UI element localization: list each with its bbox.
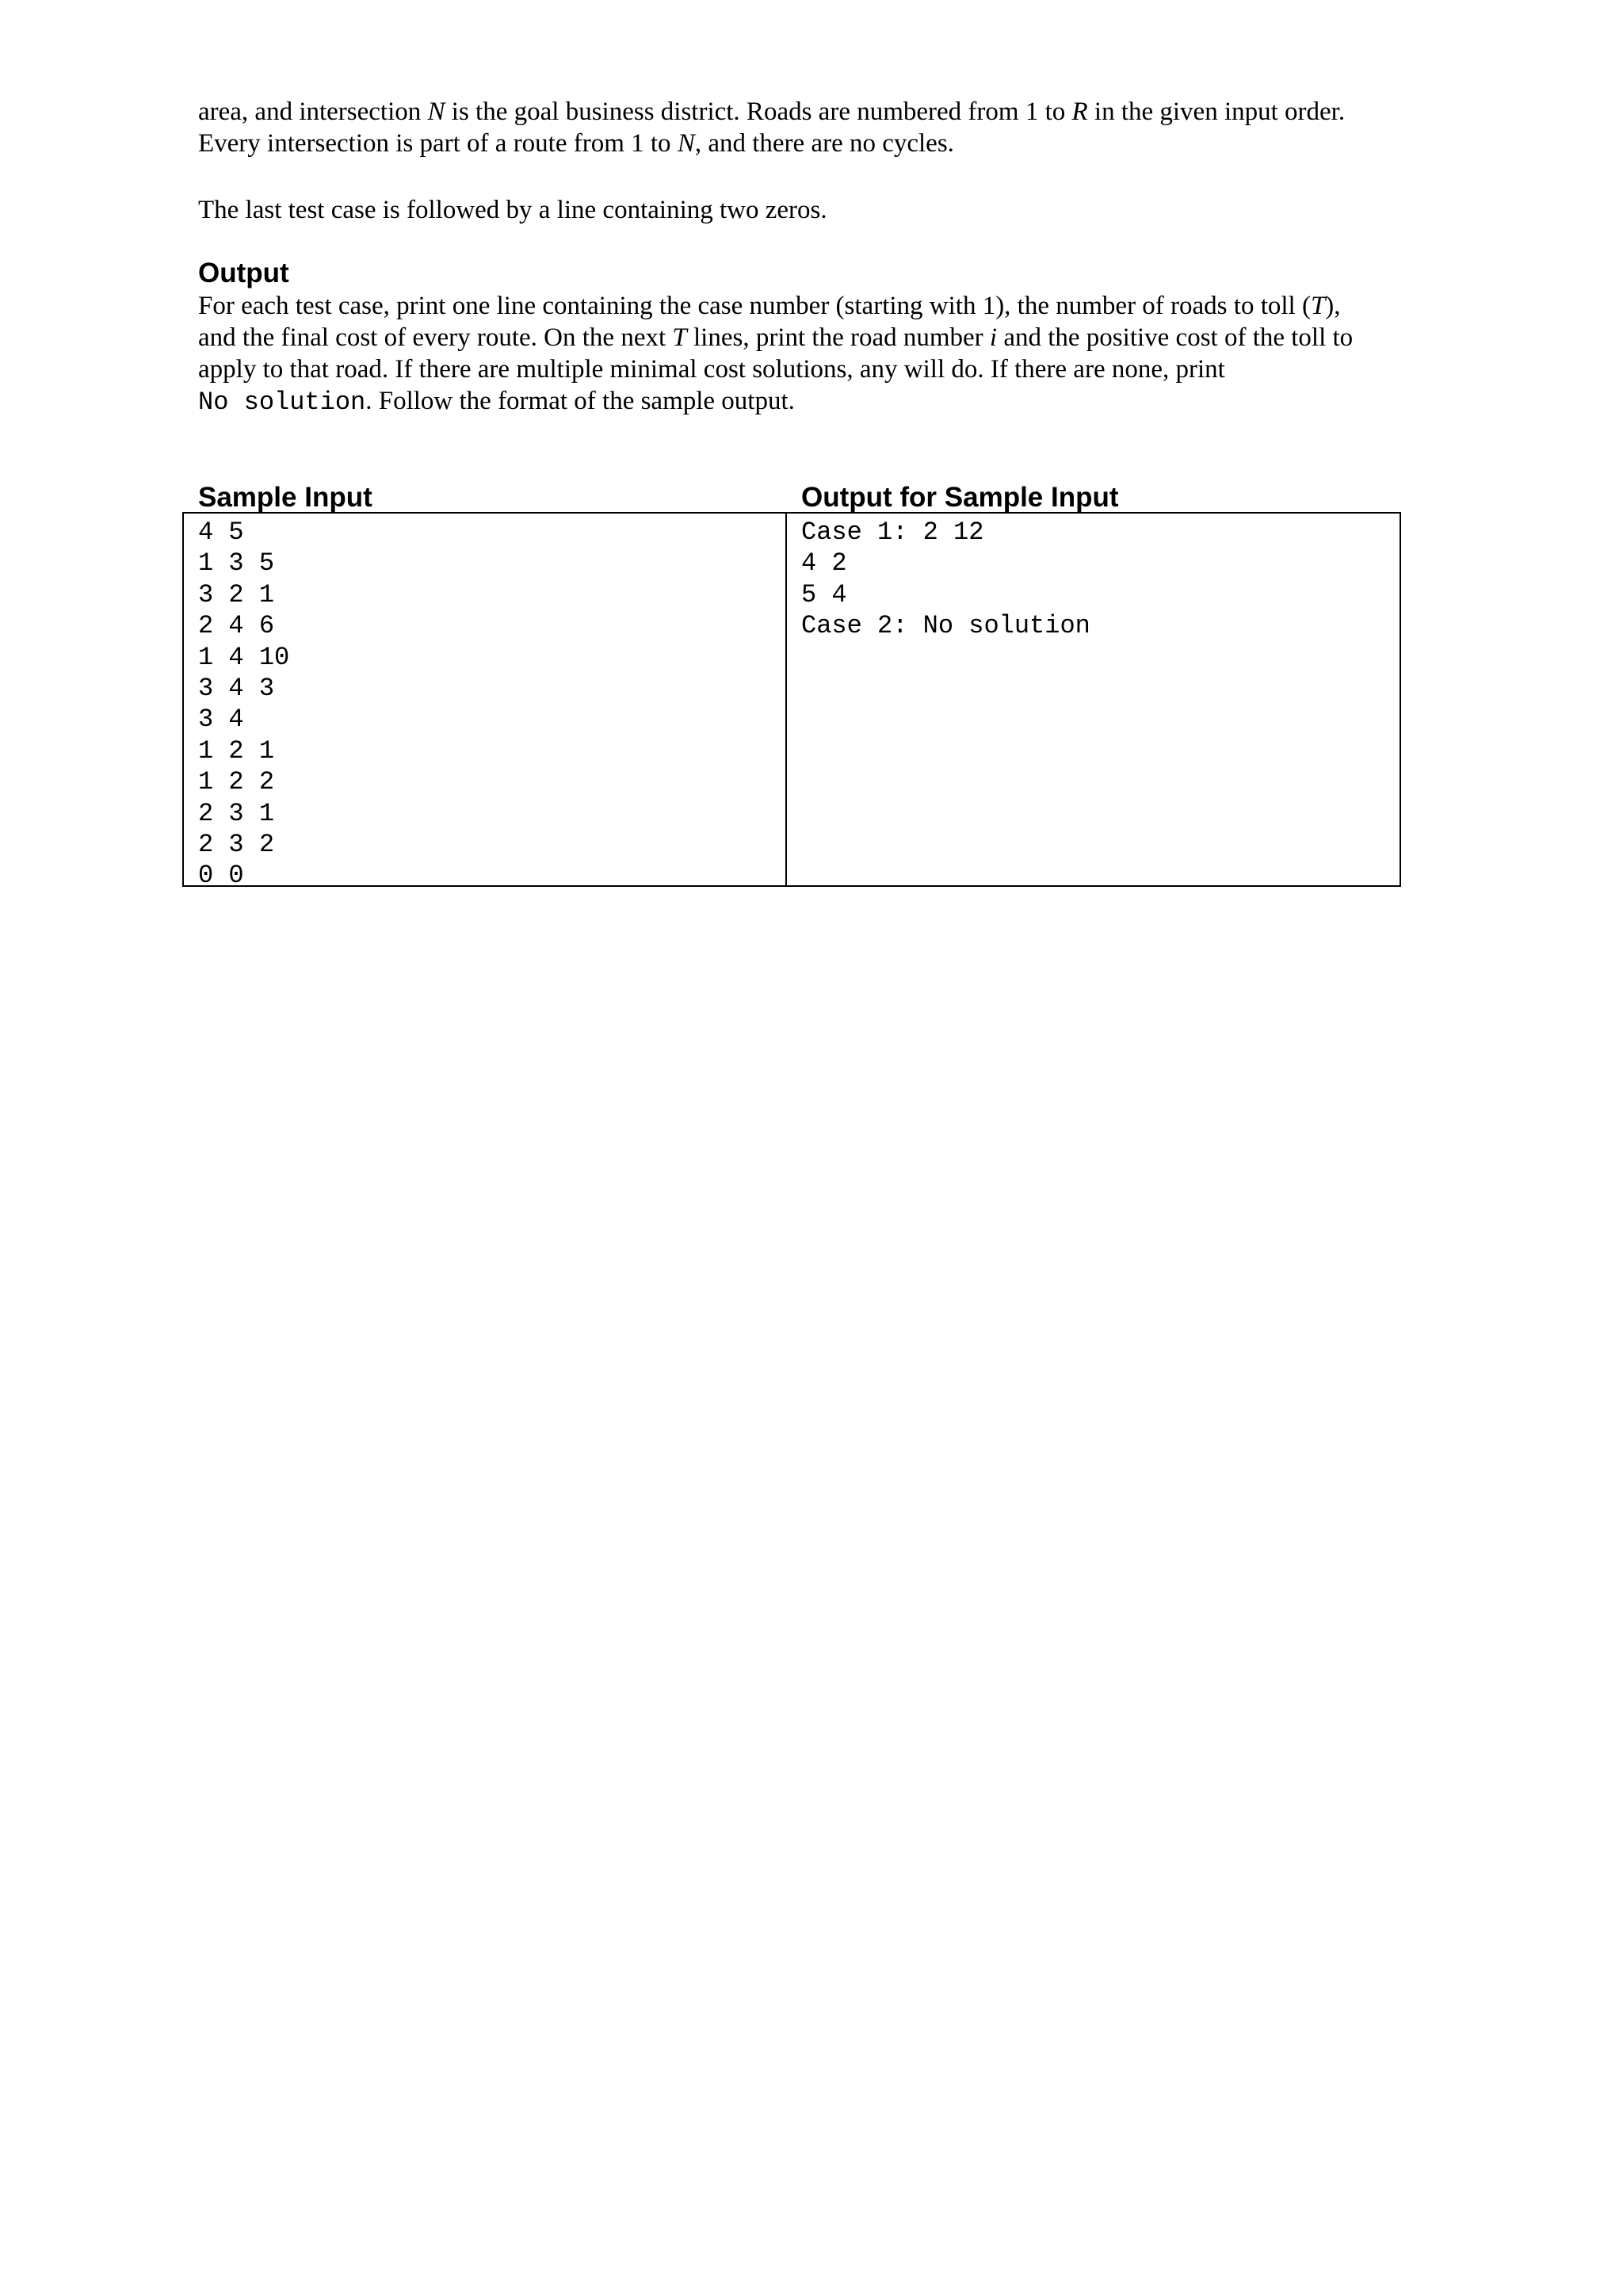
text-segment-0: and the final cost of every route. On the next <box>198 323 673 352</box>
italic-var-1: N <box>677 129 695 158</box>
output-line-2 <box>198 322 1442 353</box>
output-paragraph <box>198 290 1442 417</box>
output-line-4 <box>198 385 1442 417</box>
sample-input-line: 4 5 <box>198 518 244 547</box>
sample-input-line: 2 3 2 <box>198 829 275 859</box>
text-segment-4: and the positive cost of the toll to <box>997 323 1354 352</box>
text-segment-2: , and there are no cycles. <box>694 129 954 158</box>
italic-var-3: i <box>989 323 998 352</box>
sample-input-line: 3 4 <box>198 705 244 735</box>
intro-paragraph <box>198 96 1442 159</box>
sample-input-line: 2 4 6 <box>198 611 275 641</box>
no-solution-code: No solution <box>198 388 366 417</box>
sample-input-line: 2 3 1 <box>198 798 275 828</box>
sample-input-heading: Sample Input <box>198 482 372 513</box>
output-line-3: apply to that road. If there are multiple minimal cost solutions, any will do. If there are none, print <box>198 355 1225 384</box>
text-segment-0: Every intersection is part of a route from 1 to <box>198 129 678 158</box>
sample-input-line: 1 2 2 <box>198 767 275 797</box>
output-heading: Output <box>198 258 289 288</box>
sample-table <box>182 512 1401 891</box>
italic-var-3: R <box>1071 97 1088 126</box>
sample-output-line: Case 2: No solution <box>801 611 1090 641</box>
sample-input-line: 1 4 10 <box>198 642 290 672</box>
sample-input-line: 0 0 <box>198 861 244 891</box>
last-test-case-line: The last test case is followed by a line containing two zeros. <box>198 196 827 224</box>
text-segment-0: area, and intersection <box>198 97 428 126</box>
italic-var-1: T <box>672 323 687 352</box>
output-line-4-rest: . Follow the format of the sample output. <box>365 387 795 415</box>
text-segment-2: is the goal business district. Roads are numbered from 1 to <box>445 97 1072 126</box>
sample-output-line: 5 4 <box>801 579 847 609</box>
sample-output-box <box>787 514 1400 885</box>
output-line-1 <box>198 290 1442 322</box>
sample-input-line: 3 2 1 <box>198 579 275 609</box>
sample-input-line: 3 4 3 <box>198 673 275 703</box>
italic-var-1: T <box>1310 292 1326 320</box>
sample-output-heading: Output for Sample Input <box>801 482 1119 513</box>
text-segment-0: For each test case, print one line containing the case number (starting with 1), the number of roads to toll ( <box>198 292 1311 320</box>
text-segment-2: lines, print the road number <box>686 323 990 352</box>
intro-line-1 <box>198 96 1442 128</box>
italic-var-1: N <box>427 97 445 126</box>
sample-input-box <box>184 514 787 891</box>
sample-input-line: 1 3 5 <box>198 548 275 579</box>
last-test-case-paragraph <box>198 194 1442 226</box>
text-segment-4: in the given input order. <box>1087 97 1346 126</box>
sample-output-line: 4 2 <box>801 548 847 579</box>
sample-output-line: Case 1: 2 12 <box>801 518 984 547</box>
sample-input-line: 1 2 1 <box>198 735 275 766</box>
text-segment-2: ), <box>1325 292 1341 320</box>
intro-line-2 <box>198 128 1442 159</box>
